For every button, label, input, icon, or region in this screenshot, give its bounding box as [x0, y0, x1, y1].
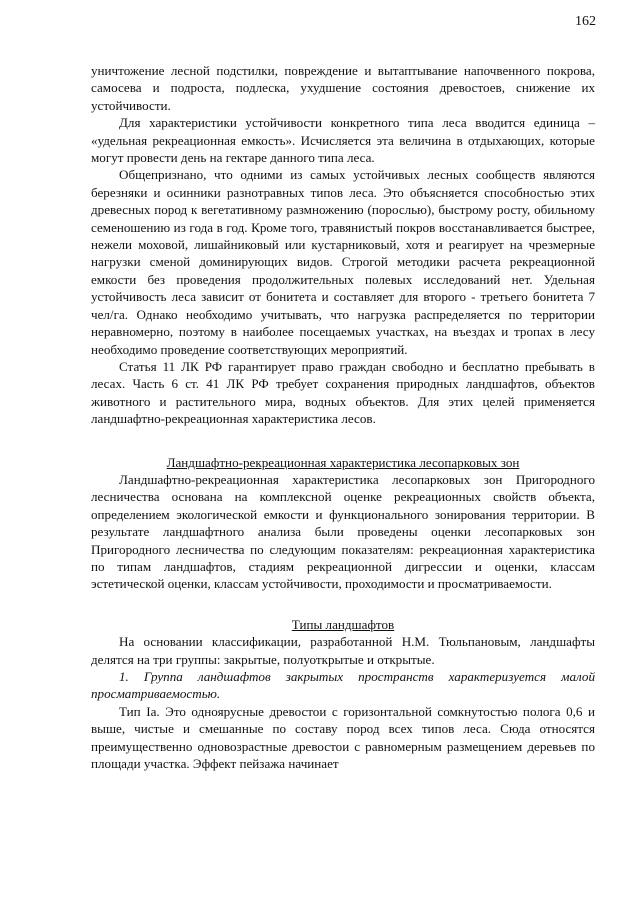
paragraph-landscape-assessment: Ландшафтно-рекреационная характеристика лесопарковых зон Пригородного лесничества основана на комплексной оценке рекреационных свойств объекта, определением экологической емкости и функционального зонирования территории. В результате ландшафтного анализа были проведены оценки лесопарковых зон Пригородного лесничества по следующим показателям: рекреационная характеристика по типам ландшафтов, стадиям рекреационной дигрессии и оценки, классам эстетической оценки, классам устойчивости, проходимости и просматриваемости. [91, 471, 595, 592]
paragraph-stable-forests: Общепризнано, что одними из самых устойчивых лесных сообществ являются березняки и осинники разнотравных типов леса. Это объясняется способностью этих древесных пород к вегетативному размножению (порослью), быстрому росту, обильному семеношению из года в год. Кроме того, травянистый покров восстанавливается быстрее, нежели моховой, лишайниковый или кустарниковый, хотя и реагирует на чрезмерные нагрузки сменой доминирующих видов. Строгой методики расчета рекреационной емкости без проведения продолжительных полевых исследований нет. Удельная устойчивость леса зависит от бонитета и составляет для второго - третьего бонитета 7 чел/га. Однако необходимо учитывать, что нагрузка распределяется по территории неравномерно, поэтому в наиболее посещаемых участках, на въездах и тропах в лесу необходимо проведение соответствующих мероприятий. [91, 167, 595, 357]
section-heading-landscape-characteristics: Ландшафтно-рекреационная характеристика лесопарковых зон [166, 454, 520, 470]
spacer [91, 593, 595, 616]
page-number: 162 [575, 14, 596, 29]
spacer [91, 428, 595, 454]
paragraph-continuation: уничтожение лесной подстилки, повреждение и вытаптывание напочвенного покрова, самосева и подроста, подлеска, ухудшение состояния древостоев, снижение их устойчивости. [91, 63, 595, 113]
paragraph-recreational-capacity: Для характеристики устойчивости конкретного типа леса вводится единица – «удельная рекреационная емкость». Исчисляется эта величина в отдыхающих, которые могут провести день на гектаре данного типа леса. [91, 115, 595, 166]
paragraph-forest-code: Статья 11 ЛК РФ гарантирует право граждан свободно и бесплатно пребывать в лесах. Часть 6 ст. 41 ЛК РФ требует сохранения природных ландшафтов, объектов животного и растительного мира, водных объектов. Для этих целей применяется ландшафтно-рекреационная характеристика лесов. [91, 358, 595, 427]
paragraph-type-ia: Тип Iа. Это одноярусные древостои с горизонтальной сомкнутостью полога 0,6 и выше, чистые и смешанные по составу пород всех типов леса. Сюда относятся преимущественно одновозрастные древостои с равномерным размещением деревьев по площади участка. Эффект пейзажа начинает [91, 703, 595, 772]
section-heading-landscape-types: Типы ландшафтов [291, 616, 395, 632]
paragraph-classification: На основании классификации, разработанной Н.М. Тюльпановым, ландшафты делятся на три группы: закрытые, полуоткрытые и открытые. [91, 634, 595, 667]
paragraph-closed-landscapes: 1. Группа ландшафтов закрытых пространств характеризуется малой просматриваемостью. [91, 669, 595, 702]
page-body [91, 62, 595, 772]
